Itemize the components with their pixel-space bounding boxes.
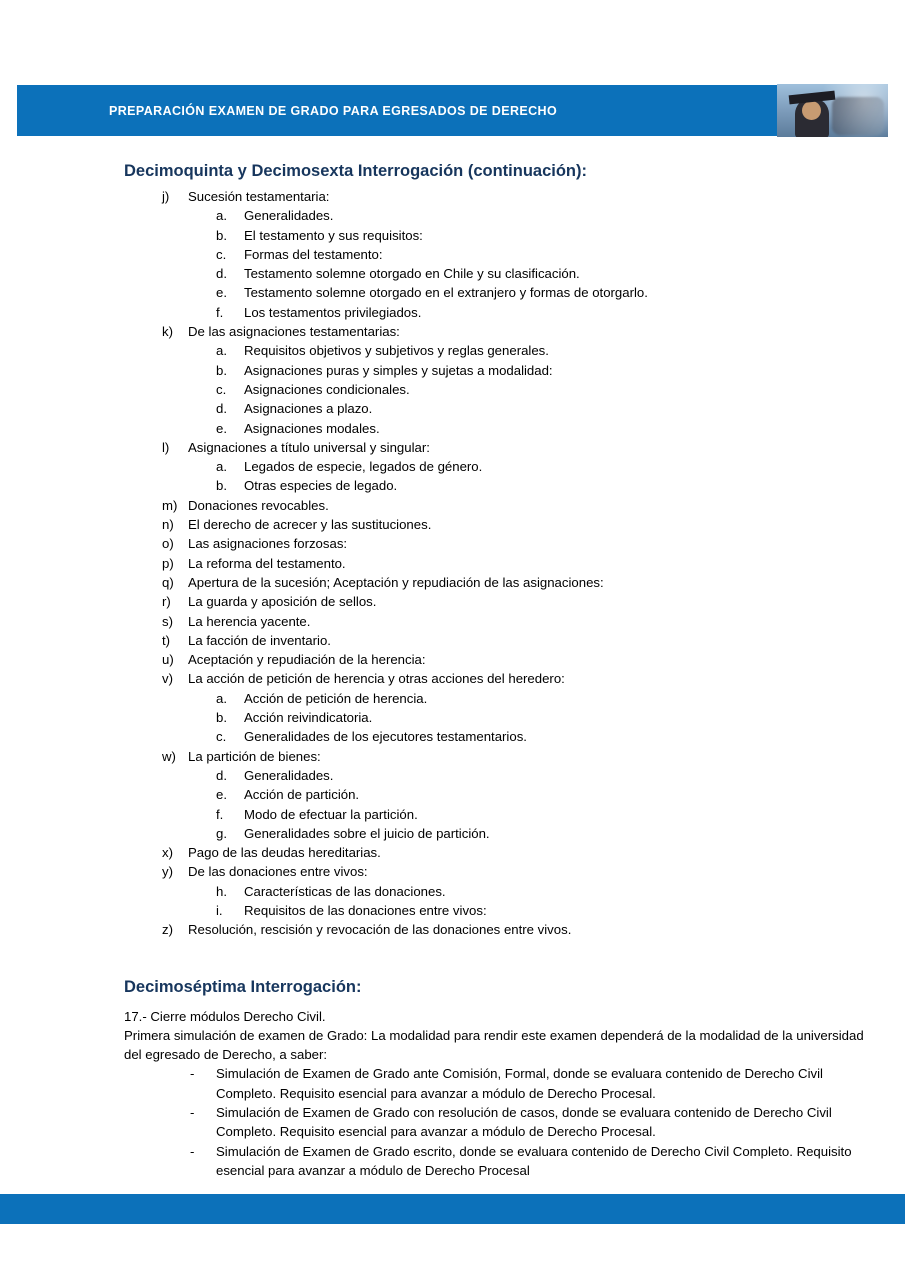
list-item-label: Otras especies de legado. [244, 478, 398, 494]
list-item-label: Simulación de Examen de Grado con resolución de casos, donde se evaluara contenido de Derecho Civil Completo. Requisito esencial para avanzar a módulo de Derecho Procesal. [216, 1105, 832, 1140]
list-marker: g. [216, 825, 227, 841]
list-item [0, 226, 905, 245]
list-item-label: La reforma del testamento. [188, 555, 346, 571]
list-item-label: Asignaciones condicionales. [244, 381, 410, 397]
list-item-label: La acción de petición de herencia y otras acciones del heredero: [188, 671, 565, 687]
list-item-label: Generalidades de los ejecutores testamentarios. [244, 729, 527, 745]
list-marker: s) [162, 613, 173, 629]
list-item [0, 920, 905, 939]
list-item [0, 669, 905, 688]
list-marker: a. [216, 459, 227, 475]
list-item-label: La guarda y aposición de sellos. [188, 594, 377, 610]
list-item-label: Las asignaciones forzosas: [188, 536, 348, 552]
list-marker: d. [216, 401, 227, 417]
list-marker: o) [162, 536, 174, 552]
list-item [0, 631, 905, 650]
list-item-label: Asignaciones puras y simples y sujetas a modalidad: [244, 362, 553, 378]
list-item-label: De las asignaciones testamentarias: [188, 324, 400, 340]
photo-crowd-blur [832, 97, 884, 135]
list-item-label: Generalidades. [244, 767, 334, 783]
list-item-label: Apertura de la sucesión; Aceptación y repudiación de las asignaciones: [188, 574, 604, 590]
outline-list-level1 [0, 187, 905, 940]
list-marker: a. [216, 690, 227, 706]
paragraph: Primera simulación de examen de Grado: La modalidad para rendir este examen dependerá de la modalidad de la universidad del egresado de Derecho, a saber: [124, 1027, 864, 1063]
list-item-label: Requisitos de las donaciones entre vivos: [244, 902, 487, 918]
list-marker: u) [162, 652, 174, 668]
header-banner [17, 85, 888, 136]
list-item [0, 457, 905, 476]
list-item [0, 747, 905, 766]
list-marker: a. [216, 208, 227, 224]
list-marker: b. [216, 362, 227, 378]
list-item [0, 708, 905, 727]
list-item-label: Generalidades sobre el juicio de partición. [244, 825, 490, 841]
list-marker: f. [216, 806, 224, 822]
list-item-label: El testamento y sus requisitos: [244, 227, 423, 243]
list-item-label: Acción de petición de herencia. [244, 690, 428, 706]
list-marker: f. [216, 304, 224, 320]
list-marker: v) [162, 671, 173, 687]
list-item-label: Sucesión testamentaria: [188, 189, 330, 204]
section-heading-decimoseptima: Decimoséptima Interrogación: [124, 977, 362, 996]
outline-list-level2 [0, 206, 905, 322]
list-marker: d. [216, 767, 227, 783]
list-item-label: Resolución, rescisión y revocación de las donaciones entre vivos. [188, 922, 572, 938]
list-marker: h. [216, 883, 227, 899]
list-item-label: Aceptación y repudiación de la herencia: [188, 652, 426, 668]
list-marker: e. [216, 420, 227, 436]
list-marker: - [190, 1066, 195, 1082]
list-item [0, 882, 905, 901]
list-item-label: De las donaciones entre vivos: [188, 864, 368, 880]
list-item [0, 727, 905, 746]
list-item [0, 361, 905, 380]
list-marker: l) [162, 439, 170, 455]
list-item [0, 303, 905, 322]
list-item-label: Simulación de Examen de Grado ante Comisión, Formal, donde se evaluara contenido de Derecho Civil Completo. Requisito esencial para avanzar a módulo de Derecho Procesal. [216, 1066, 823, 1101]
list-item [0, 592, 905, 611]
outline-list-level2 [0, 882, 905, 921]
list-item [0, 785, 905, 804]
outline-list-level2 [0, 766, 905, 843]
list-item-label: Características de las donaciones. [244, 883, 446, 899]
list-item [0, 824, 905, 843]
list-item-label: La facción de inventario. [188, 632, 331, 648]
document-content [0, 150, 905, 1180]
list-item [0, 554, 905, 573]
list-item-label: Testamento solemne otorgado en el extranjero y formas de otorgarlo. [244, 285, 648, 301]
simulation-options-list [0, 1064, 905, 1180]
list-marker: x) [162, 845, 173, 861]
list-marker: c. [216, 729, 227, 745]
page-title: Decimoquinta y Decimosexta Interrogación (continuación): [124, 162, 587, 180]
list-marker: e. [216, 787, 227, 803]
footer-banner [0, 1194, 905, 1224]
list-item [0, 1064, 905, 1103]
list-item [0, 380, 905, 399]
list-item-label: Acción reivindicatoria. [244, 710, 373, 726]
list-item-label: Asignaciones a título universal y singular: [188, 439, 430, 455]
list-item-label: Asignaciones modales. [244, 420, 380, 436]
list-item [0, 573, 905, 592]
header-title: PREPARACIÓN EXAMEN DE GRADO PARA EGRESADOS DE DERECHO [109, 103, 558, 118]
list-marker: b. [216, 710, 227, 726]
list-item [0, 206, 905, 225]
list-item-label: Acción de partición. [244, 787, 360, 803]
list-marker: p) [162, 555, 174, 571]
list-item [0, 901, 905, 920]
list-marker: c. [216, 381, 227, 397]
list-item [0, 419, 905, 438]
list-marker: k) [162, 324, 173, 340]
list-marker: c. [216, 246, 227, 262]
list-marker: d. [216, 266, 227, 282]
list-item [0, 515, 905, 534]
list-item-label: Asignaciones a plazo. [244, 401, 373, 417]
list-item [0, 438, 905, 457]
list-marker: b. [216, 478, 227, 494]
list-marker: b. [216, 227, 227, 243]
list-marker: - [190, 1105, 195, 1121]
list-marker: a. [216, 343, 227, 359]
list-item-label: Formas del testamento: [244, 246, 383, 262]
list-item [0, 496, 905, 515]
outline-list-level2 [0, 457, 905, 496]
list-item [0, 862, 905, 881]
list-item-label: Simulación de Examen de Grado escrito, donde se evaluara contenido de Derecho Civil Completo. Requisito esencial para avanzar a módulo de Derecho Procesal [216, 1143, 852, 1178]
list-marker: i. [216, 902, 223, 918]
paragraph: 17.- Cierre módulos Derecho Civil. [124, 1008, 326, 1024]
list-item-label: Generalidades. [244, 208, 334, 224]
list-item-label: Testamento solemne otorgado en Chile y su clasificación. [244, 266, 580, 282]
list-item [0, 1103, 905, 1142]
list-item [0, 843, 905, 862]
list-marker: r) [162, 594, 171, 610]
outline-list-level2 [0, 341, 905, 437]
list-item [0, 612, 905, 631]
graduate-photo [777, 84, 888, 137]
list-item [0, 476, 905, 495]
list-marker: e. [216, 285, 227, 301]
list-item [0, 264, 905, 283]
list-item-label: Donaciones revocables. [188, 497, 329, 513]
list-marker: j) [162, 189, 170, 204]
list-item [0, 399, 905, 418]
list-marker: m) [162, 497, 178, 513]
list-item-label: La herencia yacente. [188, 613, 311, 629]
list-item [0, 805, 905, 824]
list-marker: y) [162, 864, 173, 880]
list-item [0, 245, 905, 264]
list-item [0, 766, 905, 785]
list-marker: n) [162, 517, 174, 533]
list-item [0, 650, 905, 669]
list-item-label: La partición de bienes: [188, 748, 321, 764]
list-marker: - [190, 1143, 195, 1159]
list-item [0, 322, 905, 341]
list-marker: z) [162, 922, 173, 938]
list-item-label: El derecho de acrecer y las sustituciones. [188, 517, 432, 533]
photo-face [802, 101, 821, 120]
list-item [0, 534, 905, 553]
list-marker: q) [162, 574, 174, 590]
list-item-label: Legados de especie, legados de género. [244, 459, 483, 475]
list-item-label: Modo de efectuar la partición. [244, 806, 418, 822]
list-marker: t) [162, 632, 171, 648]
list-item-label: Los testamentos privilegiados. [244, 304, 422, 320]
list-item [0, 689, 905, 708]
list-item-label: Requisitos objetivos y subjetivos y reglas generales. [244, 343, 549, 359]
list-item-label: Pago de las deudas hereditarias. [188, 845, 381, 861]
list-item [0, 187, 905, 206]
outline-list-level2 [0, 689, 905, 747]
list-item [0, 283, 905, 302]
list-item [0, 1142, 905, 1181]
list-marker: w) [162, 748, 176, 764]
list-item [0, 341, 905, 360]
